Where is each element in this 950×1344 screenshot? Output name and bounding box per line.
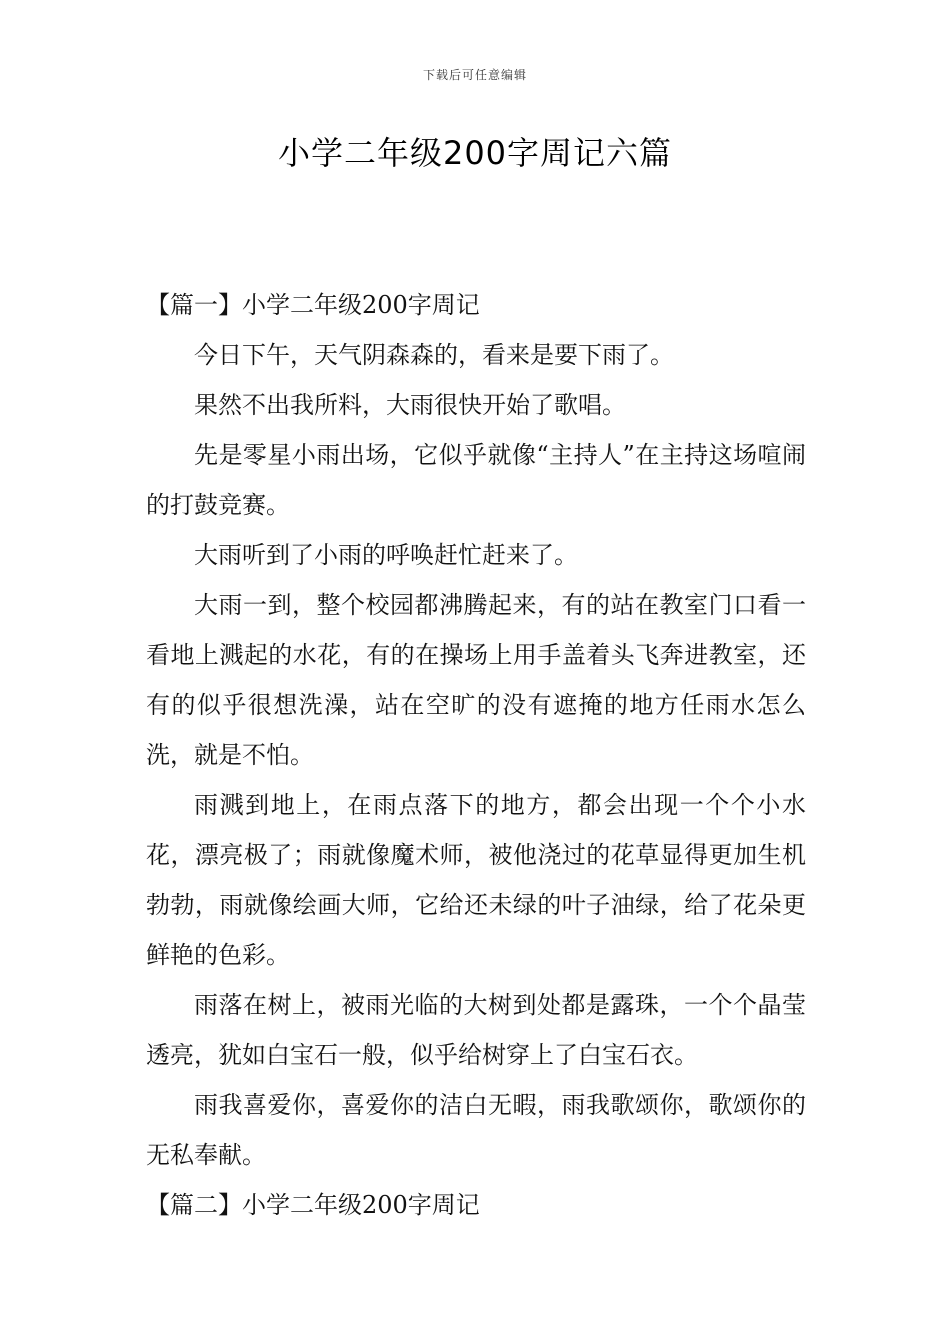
paragraph: 今日下午，天气阴森森的，看来是要下雨了。 [194,341,674,369]
paragraph: 大雨一到，整个校园都沸腾起来，有的站在教室门口看一看地上溅起的水花，有的在操场上用手盖着头飞奔进教室，还有的似乎很想洗澡，站在空旷的没有遮掩的地方任雨水怎么洗，就是不怕。 [146,591,806,769]
paragraph: 雨我喜爱你，喜爱你的洁白无暇，雨我歌颂你，歌颂你的无私奉献。 [146,1091,806,1169]
section-heading-1: 【篇一】小学二年级200字周记 [146,291,480,319]
paragraph: 先是零星小雨出场，它似乎就像“主持人”在主持这场喧闹的打鼓竞赛。 [146,441,806,519]
section-heading-2: 【篇二】小学二年级200字周记 [146,1191,480,1219]
document-title: 小学二年级200字周记六篇 [277,134,673,172]
paragraph: 果然不出我所料，大雨很快开始了歌唱。 [194,391,626,419]
paragraph: 雨溅到地上，在雨点落下的地方，都会出现一个个小水花，漂亮极了；雨就像魔术师，被他浇过的花草显得更加生机勃勃，雨就像绘画大师，它给还未绿的叶子油绿，给了花朵更鲜艳的色彩。 [146,791,806,969]
header-note: 下载后可任意编辑 [422,68,527,82]
document-body [146,280,806,1230]
paragraph: 雨落在树上，被雨光临的大树到处都是露珠，一个个晶莹透亮，犹如白宝石一般，似乎给树穿上了白宝石衣。 [146,991,806,1069]
paragraph: 大雨听到了小雨的呼唤赶忙赶来了。 [194,541,578,569]
